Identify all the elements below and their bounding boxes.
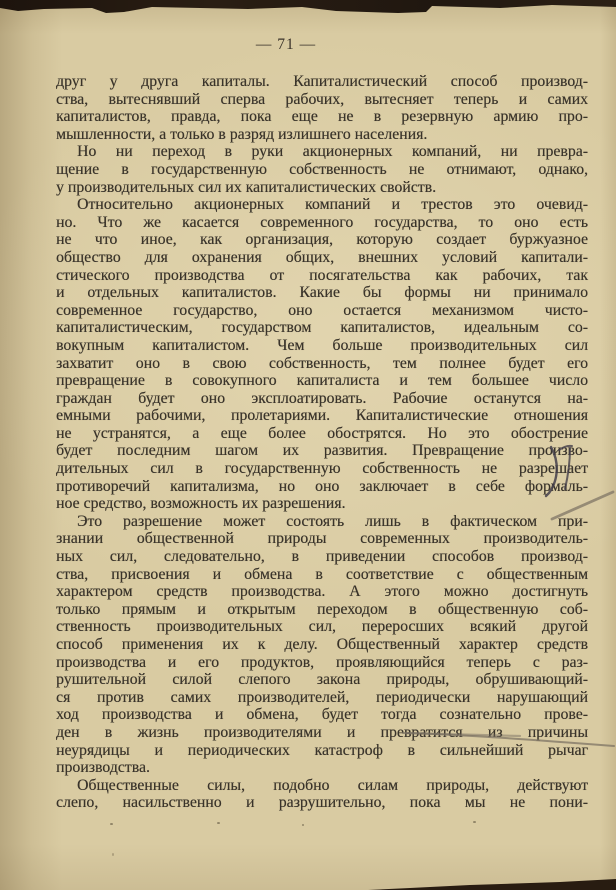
text-line: неурядицы и периодических катастроф в сильнейший рычаг — [56, 741, 588, 759]
text-line: и отдельных капиталистов. Какие бы формы ни принимало — [56, 284, 588, 302]
paragraph — [56, 196, 588, 513]
text-line: слепо, насильственно и разрушительно, пока мы не пони- — [56, 794, 588, 812]
paragraph — [56, 513, 588, 777]
text-line: ход производства и обмена, будет тогда сознательно прове- — [56, 706, 588, 724]
text-line: друг у друга капиталы. Капиталистический способ производ- — [56, 73, 588, 90]
text-line: не устранятся, а еще более обострятся. Но это обострение — [56, 424, 588, 442]
text-line: ден в жизнь производителями и превратится из причины — [56, 723, 588, 741]
text-line: рушительной силой слепого закона природы, обрушивающий- — [56, 671, 588, 689]
text-line: мышленности, а только в разряд излишнего населения. — [56, 125, 428, 143]
paragraph — [56, 73, 588, 143]
text-line: противоречий капитализма, но оно заключает в себе формаль- — [56, 477, 588, 495]
scan-edge-bottom — [0, 876, 616, 890]
text-line: вокупным капиталистом. Чем больше производительных сил — [56, 336, 588, 354]
text-line: капиталистическим, государством капиталистов, идеальным со- — [56, 319, 588, 337]
text-line: способ применения их к делу. Общественный характер средств — [56, 636, 588, 653]
text-line: общество для охранения общих, внешних условий капитали- — [56, 248, 588, 266]
paper-speck — [302, 824, 304, 826]
text-line: Это разрешение может состоять лишь в фактическом при- — [77, 512, 588, 530]
text-line: ся против самих производителей, периодически нарушающий — [56, 688, 588, 706]
text-line: Относительно акционерных компаний и трестов это очевид- — [77, 196, 588, 214]
text-line: превращение в совокупного капиталиста и тем большее число — [56, 372, 588, 390]
text-line: щение в государственную собственность не отнимают, однако, — [56, 160, 588, 178]
page-number: — 71 — — [255, 36, 317, 53]
text-line: захватит оно в свою собственность, тем полнее будет его — [56, 354, 588, 372]
text-line: не что иное, как организация, которую создает буржуазное — [56, 231, 588, 249]
text-line: стического производства от посягательства как рабочих, так — [56, 266, 588, 284]
text-line: у производительных сил их капиталистических свойств. — [56, 178, 437, 196]
paragraph — [56, 777, 588, 812]
text-line: производства. — [56, 759, 150, 777]
text-line: ства, вытеснявший сперва рабочих, вытесняет теперь и самих — [56, 90, 588, 108]
paper-speck — [112, 853, 114, 856]
paragraph — [56, 143, 588, 196]
text-line: Общественные силы, подобно силам природы, действуют — [77, 776, 588, 794]
text-line: емными рабочими, пролетариями. Капиталистические отношения — [56, 407, 588, 425]
paper-speck — [473, 821, 476, 823]
text-line: знании общественной природы современных производитель- — [56, 530, 588, 548]
text-line: капиталистов, правда, пока еще не в резервную армию про- — [56, 108, 588, 126]
text-line: но. Что же касается современного государства, то оно есть — [56, 213, 588, 231]
text-line: будет последним шагом их развития. Превращение произво- — [56, 442, 588, 460]
paper-speck — [217, 822, 220, 824]
text-line: современное государство, оно остается механизмом чисто- — [56, 301, 588, 319]
text-line: производства и его продуктов, проявляющийся теперь с раз- — [56, 653, 588, 671]
text-line: ственность производительных сил, переросших всякий другой — [56, 618, 588, 636]
text-line: дительных сил в государственную собственность не разрешает — [56, 460, 588, 478]
text-line: ства, присвоения и обмена в соответствие с общественным — [56, 565, 588, 583]
text-line: только прямым и открытым переходом в общественную соб- — [56, 600, 588, 618]
paper-speck — [110, 823, 113, 825]
text-line: Но ни переход в руки акционерных компаний, ни превра- — [77, 143, 588, 161]
text-line: граждан будет оно эксплоатировать. Рабочие останутся на- — [56, 389, 588, 407]
text-line: ных сил, следовательно, в приведении способов производ- — [56, 548, 588, 566]
text-line: характером средств производства. А этого можно достигнуть — [56, 583, 588, 601]
scan-edge-top — [0, 0, 616, 16]
text-line: ное средство, возможность их разрешения. — [56, 495, 346, 513]
text-block — [56, 73, 588, 812]
